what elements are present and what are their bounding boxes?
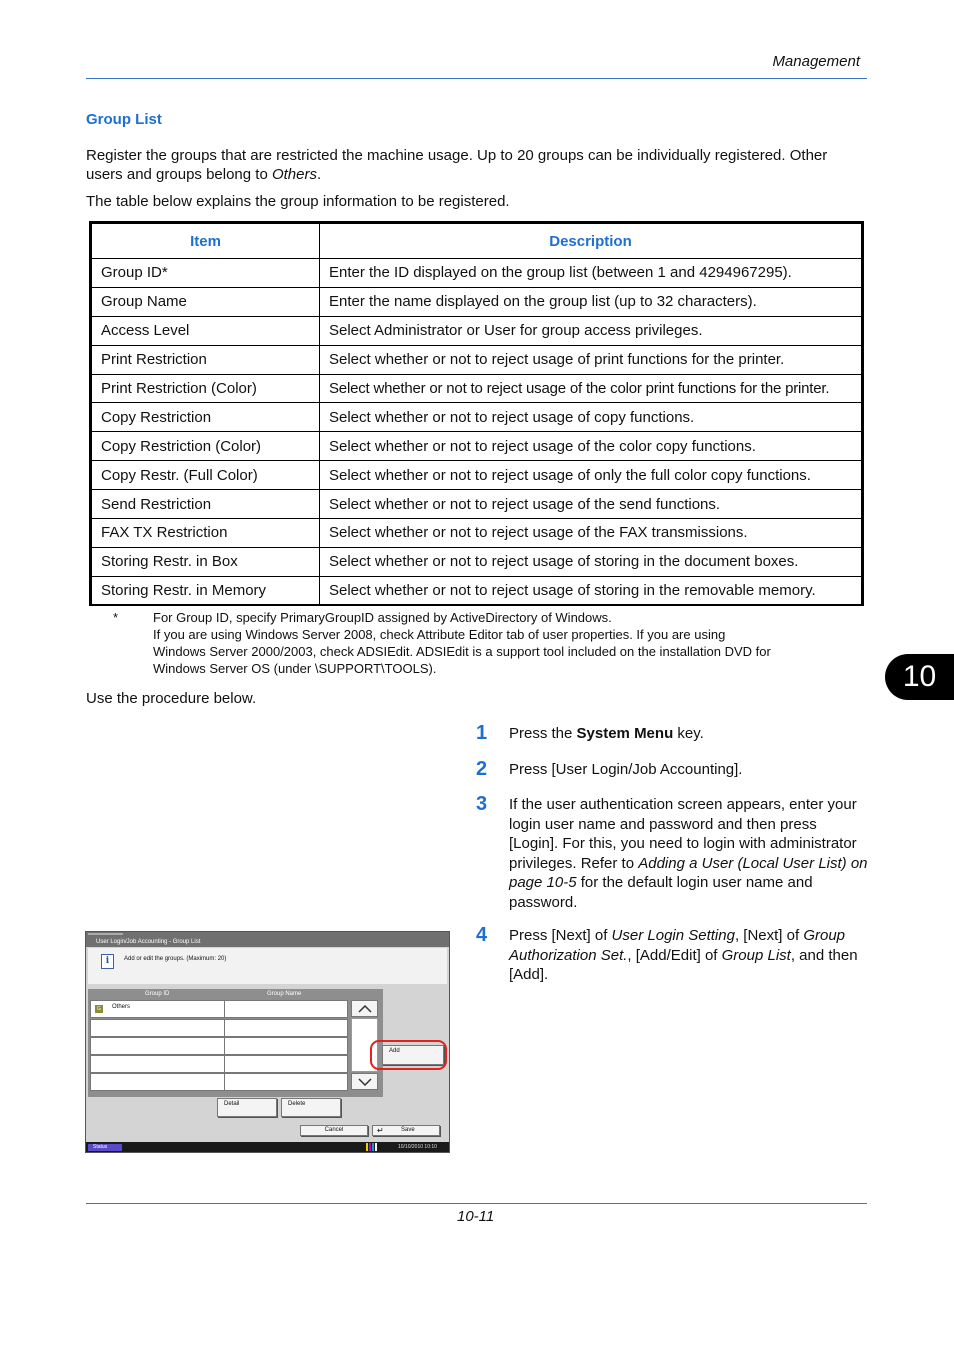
procedure-intro: Use the procedure below. xyxy=(86,690,257,707)
table-cell-description: Select whether or not to reject usage of storing in the document boxes. xyxy=(320,547,862,576)
footnote-line: For Group ID, specify PrimaryGroupID assigned by ActiveDirectory of Windows. xyxy=(153,610,612,625)
column-header-group-id: Group ID xyxy=(145,991,170,997)
table-cell-item: Storing Restr. in Box xyxy=(92,547,320,576)
list-item[interactable] xyxy=(90,1019,348,1037)
table-cell-item: Copy Restriction (Color) xyxy=(92,432,320,461)
footnote-line: Windows Server OS (under \SUPPORT\TOOLS). xyxy=(153,661,437,676)
table-cell-description: Select whether or not to reject usage of the FAX transmissions. xyxy=(320,519,862,548)
table-cell-item: Print Restriction (Color) xyxy=(92,374,320,403)
footer-rule xyxy=(86,1203,867,1204)
panel-info-text: Add or edit the groups. (Maximum: 20) xyxy=(124,956,227,962)
table-cell-item: FAX TX Restriction xyxy=(92,519,320,548)
info-icon: i xyxy=(101,954,114,969)
table-intro: The table below explains the group information to be registered. xyxy=(86,193,510,210)
table-row xyxy=(92,345,862,374)
group-icon: G xyxy=(95,1005,103,1013)
step-number: 3 xyxy=(476,793,488,815)
table-cell-item: Group ID* xyxy=(92,259,320,288)
table-row xyxy=(92,403,862,432)
table-cell-description: Enter the ID displayed on the group list (between 1 and 4294967295). xyxy=(320,259,862,288)
table-cell-description: Enter the name displayed on the group list (up to 32 characters). xyxy=(320,287,862,316)
group-info-table xyxy=(89,221,864,606)
save-label: Save xyxy=(401,1127,415,1133)
toner-level-icon xyxy=(366,1143,380,1151)
list-item[interactable] xyxy=(90,1055,348,1073)
footnote-line: If you are using Windows Server 2008, check Attribute Editor tab of user properties. If you are using xyxy=(153,627,726,642)
table-cell-item: Storing Restr. in Memory xyxy=(92,576,320,605)
table-row xyxy=(92,547,862,576)
running-header: Management xyxy=(772,53,860,70)
delete-button[interactable]: Delete xyxy=(281,1098,341,1117)
table-row xyxy=(92,461,862,490)
cancel-button[interactable]: Cancel xyxy=(300,1125,368,1136)
table-cell-item: Access Level xyxy=(92,316,320,345)
table-row xyxy=(92,287,862,316)
step-number: 4 xyxy=(476,924,488,946)
table-cell-description: Select whether or not to reject usage of the send functions. xyxy=(320,490,862,519)
status-bar xyxy=(86,1142,449,1152)
table-row xyxy=(92,259,862,288)
table-row xyxy=(92,576,862,605)
column-header-group-name: Group Name xyxy=(267,991,302,997)
add-button[interactable]: Add xyxy=(382,1045,444,1065)
table-cell-description: Select whether or not to reject usage of copy functions. xyxy=(320,403,862,432)
section-title: Group List xyxy=(86,111,162,128)
status-button[interactable]: Status xyxy=(88,1144,122,1151)
table-cell-item: Copy Restriction xyxy=(92,403,320,432)
step-number: 1 xyxy=(476,722,488,744)
save-button[interactable] xyxy=(372,1125,440,1136)
table-cell-description: Select Administrator or User for group access privileges. xyxy=(320,316,862,345)
table-cell-item: Copy Restr. (Full Color) xyxy=(92,461,320,490)
table-cell-description: Select whether or not to reject usage of print functions for the printer. xyxy=(320,345,862,374)
step-1-text: Press the System Menu key. xyxy=(509,725,704,742)
panel-titlebar xyxy=(86,932,449,947)
chevron-up-icon xyxy=(358,1005,372,1013)
table-row xyxy=(92,490,862,519)
enter-icon: ↵ xyxy=(377,1126,384,1135)
table-cell-description: Select whether or not to reject usage of only the full color copy functions. xyxy=(320,461,862,490)
table-cell-item: Print Restriction xyxy=(92,345,320,374)
page-number: 10-11 xyxy=(457,1208,495,1225)
status-datetime: 10/10/2010 10:10 xyxy=(398,1144,437,1150)
group-list-panel-screenshot xyxy=(85,931,450,1153)
list-item[interactable] xyxy=(90,1073,348,1091)
group-id-cell: Others xyxy=(112,1004,131,1010)
list-item[interactable] xyxy=(90,1000,348,1018)
panel-info-area xyxy=(88,948,447,984)
scroll-down-button[interactable] xyxy=(351,1073,378,1090)
detail-button[interactable]: Detail xyxy=(217,1098,277,1117)
header-rule xyxy=(86,78,867,79)
footnote-line: Windows Server 2000/2003, check ADSIEdit. ADSIEdit is a support tool included on the installation DVD for xyxy=(153,644,771,659)
step-number: 2 xyxy=(476,758,488,780)
list-header xyxy=(90,991,349,1000)
table-cell-description: Select whether or not to reject usage of storing in the removable memory. xyxy=(320,576,862,605)
table-cell-item: Send Restriction xyxy=(92,490,320,519)
table-cell-item: Group Name xyxy=(92,287,320,316)
step-2-text: Press [User Login/Job Accounting]. xyxy=(509,761,743,778)
add-button-highlight xyxy=(370,1040,447,1070)
table-row xyxy=(92,316,862,345)
chapter-tab: 10 xyxy=(885,654,954,700)
table-cell-description: Select whether or not to reject usage of the color print functions for the printer. xyxy=(320,374,862,403)
scroll-up-button[interactable] xyxy=(351,1000,378,1017)
table-row xyxy=(92,374,862,403)
table-cell-description: Select whether or not to reject usage of the color copy functions. xyxy=(320,432,862,461)
table-header-item: Item xyxy=(92,224,320,259)
table-header-description: Description xyxy=(320,224,862,259)
footnote-mark: * xyxy=(113,610,119,625)
chevron-down-icon xyxy=(358,1078,372,1086)
table-row xyxy=(92,432,862,461)
table-row xyxy=(92,519,862,548)
panel-title: User Login/Job Accounting - Group List xyxy=(96,939,201,945)
step-3-text: If the user authentication screen appears, enter your login user name and password and then press [Login]. For this, you need to login with administrator privileges. Refer to Adding a User (Local User List) on page 10-5 for the default login user name and password. xyxy=(509,796,868,911)
list-item[interactable] xyxy=(90,1037,348,1055)
intro-paragraph: Register the groups that are restricted the machine usage. Up to 20 groups can be individually registered. Other users and groups belong to Others. xyxy=(86,147,828,183)
step-4-text: Press [Next] of User Login Setting, [Next] of Group Authorization Set., [Add/Edit] of Group List, and then [Add]. xyxy=(509,927,858,983)
